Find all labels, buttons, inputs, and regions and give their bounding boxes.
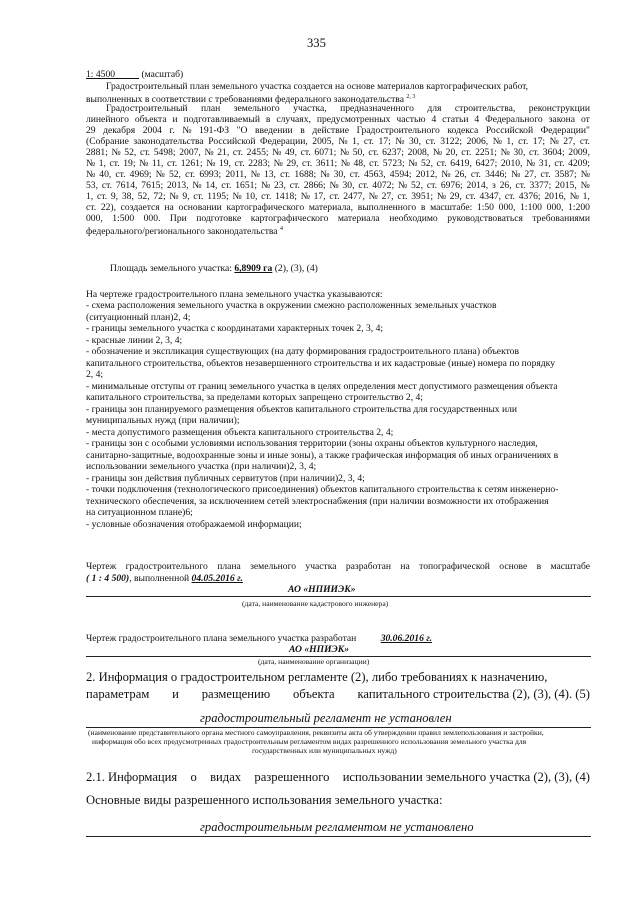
section-2-value: градостроительный регламент не установлен (200, 711, 452, 725)
section-2-heading: 2. Информация о градостроительном регламенте (2), либо требованиях к назначению, (86, 670, 548, 684)
drawing-item: использовании земельного участка (при наличии)2, 3, 4; (86, 461, 317, 472)
drawing-item: - границы земельного участка с координатами характерных точек 2, 3, 4; (86, 323, 384, 334)
section-2-heading-word: капитального строительства (2), (3), (4). (5) (357, 687, 590, 701)
topo-caption: (дата, наименование кадастрового инженера) (242, 599, 389, 608)
section-2-1-value: градостроительным регламентом не установлено (200, 820, 474, 834)
scale-line (86, 69, 183, 80)
section-2-heading-word: объекта (292, 687, 335, 701)
paragraph-2-line: линейного объекта и подготавливаемый в случаях, предусмотренных частью 4 статьи 4 Федерального закона от (86, 114, 590, 125)
paragraph-2-line: 29 декабря 2004 г. № 191-ФЗ "О введении в действие Градостроительного кодекса Российской Федерации" (86, 125, 590, 136)
area-value: 6,8909 га (234, 263, 273, 274)
main-types-label: Основные виды разрешенного использования земельного участка: (86, 793, 443, 807)
drawing-text: Чертеж градостроительного плана земельного участка разработан (86, 633, 357, 644)
topo-org: АО «НПИИЭК» (288, 584, 356, 595)
section-2-caption: (наименование представительного органа местного самоуправления, реквизиты акта об утверждении правил землепользования и застройки, (88, 728, 544, 737)
section-2-caption: информация обо всех предусмотренных градостроительным регламентом видах разрешенного использования земельного участка для (92, 737, 527, 746)
topo-line-2 (86, 573, 284, 584)
drawing-item: - условные обозначения отображаемой информации; (86, 518, 302, 530)
drawing-item: - схема расположения земельного участка в окружении смежно расположенных земельных участков (86, 300, 497, 311)
drawing-item: - обозначение и экспликация существующих (на дату формирования градостроительного плана) объектов (86, 346, 519, 357)
topo-underline (86, 596, 591, 597)
drawing-org: АО «НПИЭК» (289, 644, 350, 655)
section-2-1-heading-word: использовании земельного участка (2), (3), (4) (342, 770, 590, 784)
drawing-date: 30.06.2016 г. (380, 633, 433, 644)
paragraph-1-line: Градостроительный план земельного участка создается на основе материалов картографических работ, (106, 81, 529, 92)
drawing-item: - точки подключения (технологического присоединения) объектов капитального строительства к сетям инженерно- (86, 484, 559, 495)
section-2-caption: государственных или муниципальных нужд) (252, 746, 397, 755)
section-2-1-underline (86, 836, 591, 837)
drawing-item: технического обеспечения, за исключением сетей электроснабжения (при наличии возможности их отображения (86, 495, 549, 507)
scale-value: 1: 4500 (86, 69, 116, 80)
section-2-1-heading (86, 770, 590, 785)
area-line (110, 263, 318, 274)
topo-scale: ( 1 : 4 500) (86, 573, 130, 584)
drawing-item: капитального строительства, за пределами которых запрещено строительство 2, 4; (86, 392, 423, 403)
topo-date: 04.05.2016 г. (191, 573, 243, 584)
section-2-1-heading-word: видах (210, 770, 242, 784)
area-label: Площадь земельного участка: (110, 263, 232, 274)
drawing-item: - минимальные отступы от границ земельного участка в целях определения мест допустимого размещения объекта (86, 380, 558, 392)
footnote-ref: 2, 3 (406, 94, 416, 100)
paragraph-2-line: 53, ст. 7614, 7615; 2013, № 14, ст. 1651; № 23, ст. 2866; № 30, ст. 4072; № 52, ст. 6976; 2014, з 26, ст. 3377; 2015, № (86, 180, 590, 191)
drawing-item: - места допустимого размещения объекта капитального строительства 2, 4; (86, 426, 394, 438)
area-refs: (2), (3), (4) (274, 263, 318, 274)
drawing-intro: На чертеже градостроительного плана земельного участка указываются: (86, 289, 383, 300)
paragraph-2-line: 2881; № 52, ст. 5498; 2007, № 21, ст. 2455; № 49, ст. 6071; № 50, ст. 6237; 2008, № 20, ст. 2251; № 30, ст. 3604; 2009, (86, 147, 590, 158)
section-2-heading-word: параметрам (86, 687, 150, 701)
paragraph-2-line: Градостроительный план земельного участка, предназначенного для строительства, реконструкции (106, 103, 590, 114)
scale-label: (масштаб) (141, 69, 184, 80)
paragraph-2-line: (Собрание законодательства Российской Федерации, 2005, № 1, ст. 17; № 30, ст. 3122; 2006, № 1, ст. 17; № 27, ст. (86, 136, 590, 147)
paragraph-1-line: выполненных в соответствии с требованиями федерального законодательства $^{2, 3}$ (86, 94, 416, 105)
footnote-ref: 4 (279, 226, 283, 232)
section-2-heading-word: и (172, 687, 179, 701)
paragraph-2-line: № 1, ст. 19; № 11, ст. 1261; № 19, ст. 2283; № 29, ст. 3611; № 48, ст. 5723; № 52, ст. 6419, 6427; 2010, № 31, ст. 4209; (86, 158, 590, 169)
paragraph-2-line: федерального/регионального законодательства $^4$ (86, 226, 283, 237)
drawing-item: 2, 4; (86, 369, 104, 380)
topo-completed: , выполненной (129, 573, 190, 584)
drawing-item: - красные линии 2, 3, 4; (86, 334, 183, 346)
drawing-item: капитального строительства, объектов незавершенного строительства и их кадастровые (иные) номера по порядку (86, 357, 555, 369)
drawing-item: - границы зон планируемого размещения объектов капитального строительства для государственных или (86, 403, 518, 415)
topo-line-1: Чертеж градостроительного плана земельного участка разработан на топографической основе в масштабе (86, 561, 590, 572)
section-2-1-heading-word: о (190, 770, 197, 784)
section-2-1-heading-word: 2.1. Информация (86, 770, 178, 784)
paragraph-2-line: 000, 1:500 000. При подготовке картографического материала необходимо руководствоваться требованиями (86, 213, 590, 224)
paragraph-2-line: ст. 22), создается на основании картографического материала, выполненного в масштабе: 1:50 000, 1:100 000, 1:200 (86, 202, 590, 213)
drawing-item: муниципальных нужд (при наличии); (86, 415, 240, 426)
drawing-line (86, 633, 481, 644)
drawing-caption: (дата, наименование организации) (258, 657, 370, 666)
page-number: 335 (307, 36, 326, 50)
drawing-item: - границы зон с особыми условиями использования территории (зоны охраны объектов культурного наследия, (86, 438, 538, 449)
drawing-item: (ситуационный план)2, 4; (86, 311, 191, 323)
drawing-item: на ситуационном плане)6; (86, 507, 193, 518)
drawing-item: санитарно-защитные, водоохранные зоны и иные зоны), а также графическая информация об иных ограничениях в (86, 449, 559, 461)
paragraph-2-line: № 40, ст. 4969; № 52, ст. 6993; 2011, № 13, ст. 1688; № 30, ст. 4563, 4594; 2012, № 26, ст. 3446; № 27, ст. 3587; № (86, 169, 590, 180)
section-2-heading-line-2 (86, 687, 590, 702)
section-2-heading-word: размещению (201, 687, 271, 701)
section-2-1-heading-word: разрешенного (254, 770, 330, 784)
drawing-item: - границы зон действия публичных сервитутов (при наличии)2, 3, 4; (86, 472, 365, 484)
paragraph-2-line: 1, ст. 9, 38, 52, 72; № 9, ст. 1195; № 10, ст. 1418; № 17, ст. 2477, № 27, ст. 3951; № 29, ст. 4347, ст. 4376; 2016, № 1, (86, 191, 590, 202)
